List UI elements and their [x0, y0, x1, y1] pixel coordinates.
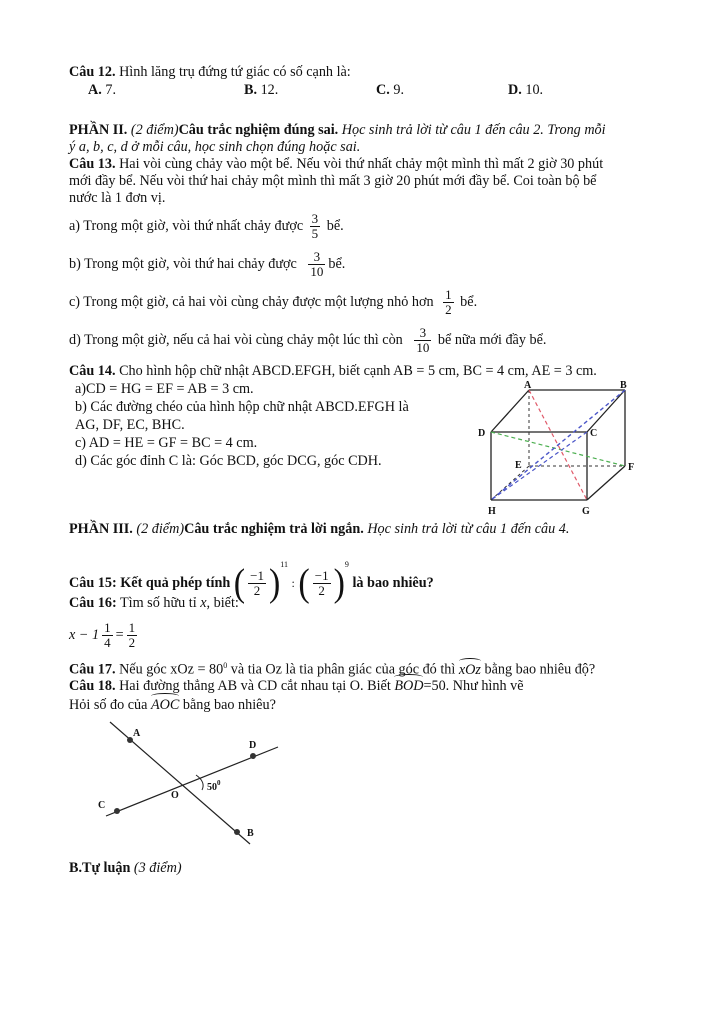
- exponent: 11: [280, 560, 288, 569]
- q18-line-2: [69, 696, 276, 714]
- statement-text-end: bể nữa mới đầy bể.: [434, 331, 547, 348]
- q13-text-1: Hai vòi cùng chảy vào một bể. Nếu vòi thứ nhất chảy một mình thì mất 2 giờ 30 phút: [115, 156, 604, 172]
- degree-superscript: 0: [223, 661, 228, 670]
- fraction: [414, 326, 431, 355]
- fraction-numerator: 3: [313, 249, 321, 264]
- fraction-numerator: 1: [104, 620, 111, 636]
- fraction-numerator: 3: [311, 211, 319, 226]
- q12-text: Hình lăng trụ đứng tứ giác có số cạnh là:: [115, 64, 351, 80]
- q14-text: Cho hình hộp chữ nhật ABCD.EFGH, biết cạnh AB = 5 cm, BC = 4 cm, AE = 3 cm.: [115, 363, 597, 379]
- part2-points: (2 điểm): [127, 122, 179, 138]
- option-value: 12.: [257, 82, 279, 98]
- right-paren: ): [268, 561, 281, 605]
- option-letter: B.: [244, 82, 258, 98]
- vertex-label-e: E: [515, 460, 522, 471]
- part2-label: PHẦN II.: [69, 122, 128, 138]
- q18-text-2: =50. Như hình vẽ: [423, 678, 524, 694]
- point-label-d: D: [249, 740, 257, 751]
- option-letter: C.: [376, 82, 390, 98]
- partB-points: (3 điểm): [130, 860, 182, 876]
- q16-label: Câu 16:: [69, 595, 117, 611]
- fraction: [127, 621, 138, 650]
- q13-label: Câu 13.: [69, 156, 116, 172]
- part3-heading: [69, 520, 569, 538]
- part3-points: (2 điểm): [132, 521, 185, 537]
- fraction-denominator: 2: [128, 635, 136, 651]
- q12-option-b: [244, 82, 278, 99]
- q14-label: Câu 14.: [69, 363, 116, 379]
- angle-notation: AOC: [150, 697, 180, 713]
- statement-text-end: bể.: [323, 217, 344, 234]
- division-operator: :: [291, 576, 295, 590]
- q13-statement-b: [69, 250, 345, 279]
- q16-text: Tìm số hữu tỉ: [116, 595, 201, 611]
- statement-text: b) Trong một giờ, vòi thứ hai chảy được: [69, 255, 297, 272]
- q12-option-d: [508, 82, 543, 99]
- q18-text-1: Hai đường thẳng AB và CD cắt nhau tại O. Biết: [115, 678, 395, 694]
- fraction: [102, 621, 113, 650]
- q12-question: [69, 63, 351, 81]
- fraction-denominator: 2: [313, 583, 331, 598]
- partB-heading: [69, 859, 182, 877]
- part3-instructions: Học sinh trả lời từ câu 1 đến câu 4.: [363, 521, 570, 537]
- fraction-denominator: 2: [445, 302, 452, 317]
- q17-text-3: bằng bao nhiêu độ?: [480, 661, 596, 678]
- q18-text-4: bằng bao nhiêu?: [179, 697, 276, 713]
- left-paren: (: [298, 561, 310, 605]
- q17-question: [69, 657, 595, 679]
- vertex-label-a: A: [524, 380, 532, 391]
- fraction: [310, 212, 321, 241]
- q16-variable: x: [200, 595, 207, 611]
- fraction-numerator: 1: [128, 620, 136, 636]
- fraction-numerator: −1: [314, 568, 329, 584]
- statement-text: d) Trong một giờ, nếu cả hai vòi cùng chảy một lúc thì còn: [69, 331, 403, 348]
- angle-notation: xOz: [458, 661, 481, 678]
- point-label-c: C: [98, 800, 106, 811]
- option-value: 9.: [389, 82, 404, 98]
- point-label-b: B: [247, 828, 254, 839]
- statement-text-end: bể.: [328, 255, 346, 272]
- q16-equation: [69, 618, 140, 652]
- option-value: 7.: [101, 82, 116, 98]
- equation-lhs: x − 1: [69, 627, 100, 643]
- statement-text: c) Trong một giờ, cả hai vòi cùng chảy được một lượng nhỏ hơn: [69, 293, 434, 310]
- angle-notation: BOD: [394, 678, 424, 694]
- fraction-denominator: 10: [416, 340, 430, 355]
- angle-label: [207, 779, 221, 793]
- q14-statement-d: d) Các góc đỉnh C là: Góc BCD, góc DCG, góc CDH.: [75, 453, 382, 469]
- fraction-numerator: −1: [250, 568, 264, 584]
- q13-statement-c: [69, 288, 477, 317]
- fraction-denominator: 10: [310, 264, 324, 279]
- q14-question: [69, 362, 597, 380]
- right-paren: ): [333, 561, 345, 605]
- q13-text-2: mới đầy bể. Nếu vòi thứ hai chảy một mình thì mất 3 giờ 20 phút mới đầy bể. Coi toàn bộ bể: [69, 173, 597, 189]
- q15-label: Câu 15: Kết quả phép tính: [69, 575, 231, 591]
- vertex-label-d: D: [478, 428, 486, 439]
- part2-title: Câu trắc nghiệm đúng sai.: [178, 122, 339, 138]
- exponent: 9: [344, 560, 349, 569]
- q17-text-1: Nếu góc xOz = 80: [115, 661, 224, 678]
- q14-statement-a: a)CD = HG = EF = AB = 3 cm.: [75, 381, 254, 397]
- angle-value: 50: [207, 782, 217, 793]
- partB-label: B.Tự luận: [69, 860, 131, 876]
- q12-label: Câu 12.: [69, 64, 116, 80]
- q16-question: [69, 594, 239, 612]
- q18-text-3: Hỏi số đo của: [69, 697, 151, 713]
- degree-superscript: 0: [217, 779, 221, 787]
- option-letter: A.: [88, 82, 102, 98]
- q12-option-a: [88, 82, 116, 99]
- q17-text-2: và tia Oz là tia phân giác của góc đó thì: [227, 661, 459, 678]
- q14-statement-b-cont: AG, DF, EC, BHC.: [75, 417, 185, 433]
- fraction-denominator: 2: [248, 583, 266, 598]
- q14-statement-c: c) AD = HE = GF = BC = 4 cm.: [75, 435, 258, 451]
- q18-label: Câu 18.: [69, 678, 116, 694]
- part2-instructions-2: ý a, b, c, d ở mỗi câu, học sinh chọn đúng hoặc sai.: [69, 139, 361, 155]
- part2-heading: [69, 121, 606, 139]
- vertex-label-c: C: [590, 428, 598, 439]
- q13-statement-d: [69, 326, 546, 355]
- fraction-numerator: 3: [419, 325, 427, 340]
- q14-statement-b: b) Các đường chéo của hình hộp chữ nhật ABCD.EFGH là: [75, 399, 409, 415]
- fraction: [248, 569, 266, 598]
- part3-title: Câu trắc nghiệm trả lời ngắn.: [184, 521, 364, 537]
- vertex-label-h: H: [488, 506, 496, 517]
- statement-text: a) Trong một giờ, vòi thứ nhất chảy được: [69, 217, 304, 234]
- vertex-label-b: B: [620, 380, 627, 391]
- q18-question: [69, 677, 524, 695]
- equals-sign: =: [115, 627, 124, 643]
- point-label-a: A: [133, 728, 141, 739]
- fraction: [443, 288, 454, 317]
- q13-statement-a: [69, 212, 344, 241]
- left-paren: (: [233, 561, 246, 605]
- q13-text-3: nước là 1 đơn vị.: [69, 190, 166, 206]
- vertex-label-g: G: [582, 506, 590, 517]
- q15-text-end: là bao nhiêu?: [352, 575, 434, 591]
- point-label-o: O: [171, 790, 179, 801]
- rectangular-box-figure: [472, 380, 672, 520]
- q12-option-c: [376, 82, 404, 99]
- part2-instructions-line2: [69, 138, 360, 156]
- vertex-label-f: F: [628, 462, 635, 473]
- statement-text-end: bể.: [456, 293, 478, 310]
- part3-label: PHẦN III.: [69, 521, 133, 537]
- option-letter: D.: [508, 82, 522, 98]
- intersecting-lines-figure: [90, 720, 290, 850]
- q16-text-end: , biết:: [206, 595, 239, 611]
- q17-label: Câu 17.: [69, 661, 116, 678]
- option-value: 10.: [521, 82, 544, 98]
- part2-instructions: Học sinh trả lời từ câu 1 đến câu 2. Trong mỗi: [338, 122, 606, 138]
- fraction: [308, 250, 325, 279]
- q13-question: [69, 155, 603, 173]
- fraction-numerator: 1: [445, 287, 452, 302]
- fraction: [313, 569, 331, 598]
- fraction-denominator: 5: [311, 226, 319, 241]
- fraction-denominator: 4: [104, 635, 111, 651]
